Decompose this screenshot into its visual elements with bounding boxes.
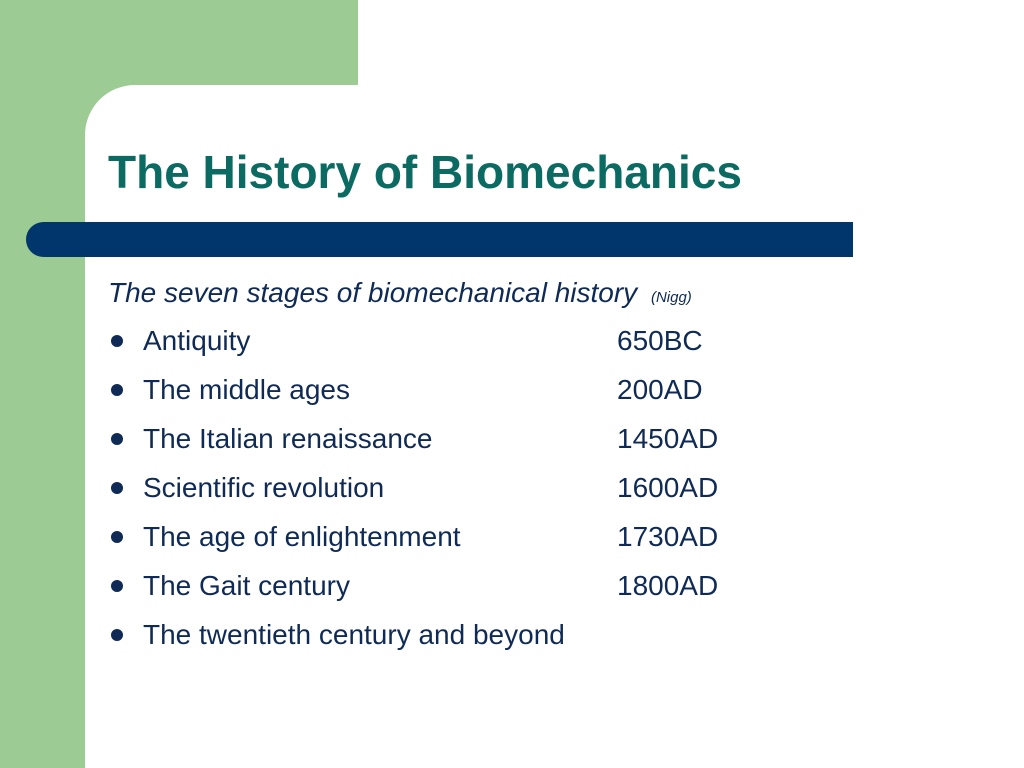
stage-date: 200AD bbox=[617, 374, 703, 405]
bullet-icon bbox=[111, 433, 123, 445]
stage-date: 1730AD bbox=[617, 521, 719, 552]
citation: (Nigg) bbox=[650, 289, 692, 306]
stage-name: The middle ages bbox=[143, 374, 351, 405]
stage-date: 1600AD bbox=[617, 472, 719, 503]
bullet-icon bbox=[111, 384, 123, 396]
stage-name: Scientific revolution bbox=[143, 472, 385, 503]
bullet-icon bbox=[111, 335, 123, 347]
stage-date: 1800AD bbox=[617, 570, 719, 601]
stage-name: The twentieth century and beyond bbox=[143, 619, 565, 650]
bullet-icon bbox=[111, 482, 123, 494]
slide-title: The History of Biomechanics bbox=[108, 146, 742, 198]
stage-name: The Italian renaissance bbox=[143, 423, 433, 454]
title-divider-bar bbox=[26, 222, 853, 257]
stage-name: The Gait century bbox=[143, 570, 350, 601]
bullet-icon bbox=[111, 531, 123, 543]
slide-subtitle bbox=[108, 274, 692, 317]
stage-name: The age of enlightenment bbox=[143, 521, 461, 552]
bullet-icon bbox=[111, 580, 123, 592]
stage-date: 1450AD bbox=[617, 423, 719, 454]
bullet-icon bbox=[111, 629, 123, 641]
stage-date: 650BC bbox=[617, 325, 703, 356]
stage-name: Antiquity bbox=[143, 325, 251, 356]
subtitle-text: The seven stages of biomechanical history bbox=[108, 277, 638, 308]
